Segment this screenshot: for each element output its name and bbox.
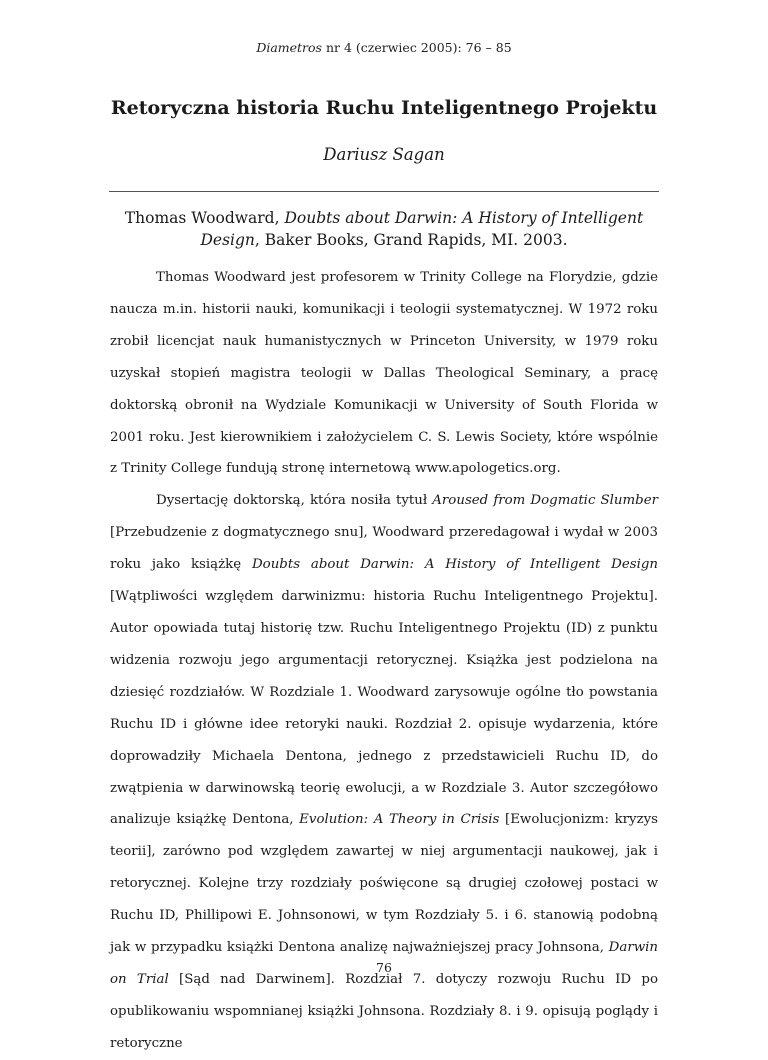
text-run: [Przebudzenie z dogmatycznego snu], Woodward przeredagował i wydał w 2003 roku jako książkę [110, 525, 658, 573]
italic-title: Doubts about Darwin: A History of Intelligent Design [251, 557, 658, 573]
text-run: Dysertację doktorską, która nosiła tytuł [156, 493, 433, 509]
article-author: Dariusz Sagan [323, 145, 445, 164]
italic-title: Evolution: A Theory in Crisis [299, 812, 500, 828]
page-number: 76 [376, 960, 392, 975]
journal-name: Diametros [256, 40, 322, 55]
issue-info: nr 4 (czerwiec 2005): 76 – 85 [321, 40, 512, 55]
article-title: Retoryczna historia Ruchu Inteligentnego Projektu [110, 97, 658, 119]
book-author: Thomas Woodward, [124, 209, 285, 227]
book-publisher: , Baker Books, Grand Rapids, MI. 2003. [254, 231, 568, 249]
running-header [0, 40, 768, 55]
text-run: [Sąd nad Darwinem]. Rozdział 7. dotyczy rozwoju Ruchu ID po opublikowaniu wspomnianej książki Johnsona. Rozdziały 8. i 9. opisują poglądy i retoryczne [110, 971, 659, 1051]
book-title: Doubts about Darwin: A History of Intelligent Design [200, 209, 644, 249]
italic-title: Aroused from Dogmatic Slumber [432, 493, 658, 509]
text-run: [Wątpliwości względem darwinizmu: historia Ruchu Inteligentnego Projektu]. Autor opowiada tutaj historię tzw. Ruchu Inteligentnego Projektu (ID) z punktu widzenia rozwoju jego argumentacji retorycznej. Książka jest podzielona na dziesięć rozdziałów. W Rozdziale 1. Woodward zarysowuje ogólne tło powstania Ruchu ID i główne idee retoryki nauki. Rozdział 2. opisuje wydarzenia, które doprowadziły Michaela Dentona, jednego z przedstawicieli Ruchu ID, do zwątpienia w darwinowską teorię ewolucji, a w Rozdziale 3. Autor szczegółowo analizuje książkę Dentona, [110, 589, 658, 828]
body-text [110, 262, 658, 1060]
divider [109, 191, 659, 192]
italic-title: Darwin on Trial [110, 940, 658, 987]
text-run: [Ewolucjonizm: kryzys teorii], zarówno pod względem zawartej w niej argumentacji naukowej, jak i retorycznej. Kolejne trzy rozdziały poświęcone są drugiej czołowej postaci w Ruchu ID, Phillipowi E. Johnsonowi, w tym Rozdziały 5. i 6. stanowią podobną jak w przypadku książki Dentona analizę najważniejszej pracy Johnsona, [110, 812, 658, 956]
reviewed-book-reference [110, 207, 658, 251]
paragraph-1: Thomas Woodward jest profesorem w Trinity College na Florydzie, gdzie naucza m.in. historii nauki, komunikacji i teologii systematycznej. W 1972 roku zrobił licencjat nauk humanistycznych w Princeton University, w 1979 roku uzyskał stopień magistra teologii w Dallas Theological Seminary, a pracę doktorską obronił na Wydziale Komunikacji w University of South Florida w 2001 roku. Jest kierownikiem i założycielem C. S. Lewis Society, które wspólnie z Trinity College fundują stronę internetową www.apologetics.org. [110, 270, 658, 477]
